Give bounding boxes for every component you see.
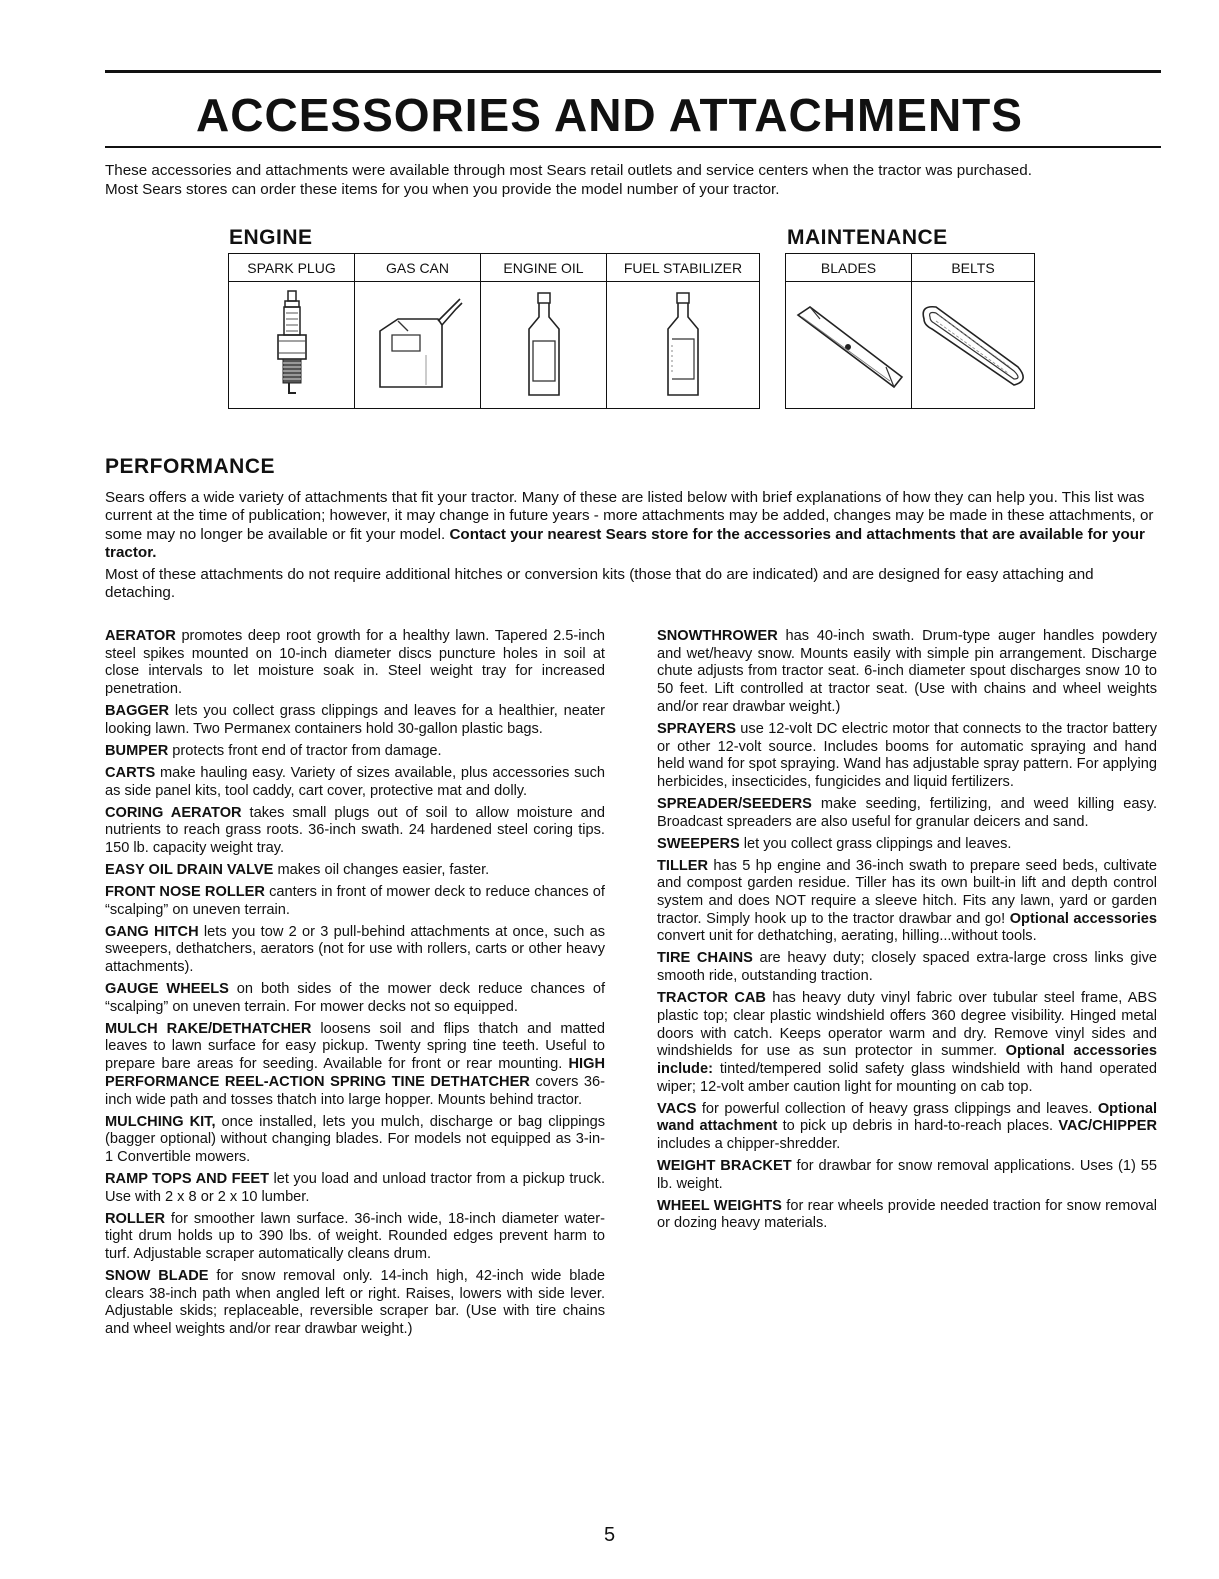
item-text: make seeding, fertilizing, and weed killing easy. Broadcast spreaders are also useful for granular deicers and sand.	[657, 795, 1157, 830]
spark-plug-cell	[229, 282, 355, 409]
performance-heading: PERFORMANCE	[105, 455, 276, 478]
performance-contact-note: Contact your nearest Sears store for the accessories and attachments that are available for your tractor.	[105, 525, 1145, 561]
item-text: has heavy duty vinyl fabric over tubular steel frame, ABS plastic top; clear plastic windshield offers 360 degree visibility. Hinged metal doors with catch. Keeps operator warm and dry. Remove vinyl sides and windshields for use as sun protector in summer.	[657, 990, 1158, 1060]
item-name-secondary: Optional accessories	[1009, 910, 1157, 927]
item-name: EASY OIL DRAIN VALVE	[105, 861, 274, 878]
attachment-snow-blade	[105, 1268, 605, 1339]
item-name-secondary: Optional wand attachment	[657, 1100, 1157, 1135]
attachment-bumper	[105, 743, 605, 761]
item-name: BAGGER	[105, 703, 170, 720]
mower-blade-icon	[790, 295, 908, 395]
engine-label-spark-plug: SPARK PLUG	[229, 254, 355, 282]
maintenance-heading: MAINTENANCE	[787, 226, 948, 249]
engine-label-fuel-stabilizer: FUEL STABILIZER	[607, 254, 760, 282]
attachment-snowthrower	[657, 628, 1157, 717]
attachment-gauge-wheels	[105, 981, 605, 1016]
intro-line-1: These accessories and attachments were available through most Sears retail outlets and service centers when the tractor was purchased.	[105, 162, 1032, 179]
engine-label-engine-oil: ENGINE OIL	[481, 254, 607, 282]
item-name: RAMP TOPS AND FEET	[105, 1170, 269, 1187]
item-text: for rear wheels provide needed traction for snow removal or dozing heavy materials.	[657, 1197, 1158, 1232]
engine-heading: ENGINE	[229, 226, 313, 249]
attachment-tire-chains	[657, 950, 1157, 985]
item-name: AERATOR	[105, 628, 176, 644]
engine-oil-cell	[481, 282, 607, 409]
attachment-weight-bracket	[657, 1158, 1157, 1193]
item-text: make hauling easy. Variety of sizes available, plus accessories such as side panel kits, tool caddy, cart cover, protective mat and dolly.	[105, 764, 605, 799]
attachment-front-nose-roller	[105, 884, 605, 919]
item-text: promotes deep root growth for a healthy lawn. Tapered 2.5-inch steel spikes mounted on 10-inch diameter discs puncture holes in soil at close intervals to let moisture soak in. Steel weight tray for increased penetration.	[105, 628, 605, 698]
engine-label-gas-can: GAS CAN	[355, 254, 481, 282]
item-name-secondary: Optional accessories include:	[657, 1043, 1157, 1077]
attachment-sprayers	[657, 721, 1157, 792]
item-text: use 12-volt DC electric motor that connects to the tractor battery or other 12-volt source. Includes booms for automatic spraying and hand held wand for spot spraying. Wand has adjustable spray pattern. For applying herbicides, insecticides, fungicides and liquid fertilizers.	[657, 720, 1157, 790]
spark-plug-icon	[272, 289, 312, 401]
item-name: SWEEPERS	[657, 835, 740, 852]
page-title: ACCESSORIES AND ATTACHMENTS	[196, 89, 1023, 141]
attachment-spreader-seeders	[657, 796, 1157, 831]
item-name: TRACTOR CAB	[657, 990, 766, 1007]
attachment-sweepers	[657, 836, 1157, 854]
item-text: has 40-inch swath. Drum-type auger handles powdery and wet/heavy snow. Mounts easily with simple pin arrangement. Discharge chute adjusts from tractor seat. 6-inch diameter spout discharges snow 10 to 50 feet. Lift controlled at tractor seat. (Use with chains and wheel weights and/or rear drawbar weight.)	[657, 628, 1157, 715]
item-text: for powerful collection of heavy grass clippings and leaves.	[696, 1100, 1093, 1117]
engine-table	[228, 253, 760, 409]
item-name: ROLLER	[105, 1210, 165, 1227]
attachment-ramp-tops-and-feet	[105, 1171, 605, 1206]
attachments-left-column	[105, 628, 605, 1343]
attachment-tractor-cab	[657, 990, 1157, 1096]
item-name: TILLER	[657, 857, 709, 874]
item-text: let you collect grass clippings and leaves.	[739, 835, 1012, 852]
item-name-secondary: HIGH PERFORMANCE REEL-ACTION SPRING TINE DETHATCHER	[105, 1056, 605, 1090]
item-text: are heavy duty; closely spaced extra-large cross links give smooth ride, outstanding traction.	[657, 950, 1157, 985]
fuel-stabilizer-cell	[607, 282, 760, 409]
item-text: on both sides of the mower deck reduce chances of “scalping” on uneven terrain. For mower decks not so equipped.	[105, 981, 605, 1015]
attachment-wheel-weights	[657, 1198, 1157, 1233]
item-text: for snow removal only. 14-inch high, 42-inch wide blade clears 38-inch path when angled left or right. Raises, lowers with side lever. Adjustable skids; replaceable, reversible scraper bar. (Use with tire chains and wheel weights and/or rear drawbar weight.)	[105, 1268, 605, 1338]
engine-oil-bottle-icon	[519, 289, 569, 401]
item-name: SPREADER/SEEDERS	[657, 795, 812, 812]
item-name: CORING AERATOR	[105, 804, 242, 821]
item-text: protects front end of tractor from damage.	[168, 742, 442, 759]
top-rule	[105, 70, 1161, 73]
attachment-easy-oil-drain-valve	[105, 862, 605, 880]
belts-cell	[912, 282, 1035, 409]
item-text: takes small plugs out of soil to allow moisture and nutrients to reach grass roots. 36-inch swath. 24 hardened steel coring tips. 150 lb. capacity weight tray.	[105, 804, 605, 856]
item-text-secondary: tinted/tempered solid safety glass windshield with hand operated wiper; 12-volt amber caution light for mounting on cab top.	[657, 1060, 1157, 1095]
item-text: lets you collect grass clippings and leaves for a healthier, neater looking lawn. Two Permanex containers hold 30-gallon plastic bags.	[105, 703, 605, 737]
item-name: FRONT NOSE ROLLER	[105, 883, 265, 900]
intro-line-2: Most Sears stores can order these items for you when you provide the model number of your tractor.	[105, 181, 780, 198]
attachment-coring-aerator	[105, 805, 605, 858]
attachment-aerator	[105, 628, 605, 699]
maintenance-label-blades: BLADES	[786, 254, 912, 282]
maintenance-table	[785, 253, 1035, 409]
attachment-gang-hitch	[105, 924, 605, 977]
fuel-stabilizer-bottle-icon	[658, 289, 708, 401]
attachment-carts	[105, 765, 605, 800]
item-name-tertiary: VAC/CHIPPER	[1058, 1118, 1157, 1135]
item-name: MULCHING KIT,	[105, 1113, 216, 1130]
page-number: 5	[603, 1524, 616, 1546]
attachment-roller	[105, 1211, 605, 1264]
attachment-vacs	[657, 1101, 1157, 1154]
belt-icon	[914, 295, 1032, 395]
maintenance-label-belts: BELTS	[912, 254, 1035, 282]
item-text-secondary: to pick up debris in hard-to-reach places.	[777, 1118, 1054, 1135]
attachment-mulch-rake-dethatcher	[105, 1021, 605, 1110]
item-text-secondary: covers 36-inch wide path and tosses thatch into large hopper. Mounts behind tractor.	[105, 1073, 605, 1108]
attachment-mulching-kit	[105, 1114, 605, 1167]
gas-can-cell	[355, 282, 481, 409]
item-name: TIRE CHAINS	[657, 950, 753, 967]
item-name: SNOW BLADE	[105, 1268, 209, 1285]
item-name: GANG HITCH	[105, 923, 199, 940]
item-text: let you load and unload tractor from a pickup truck. Use with 2 x 8 or 2 x 10 lumber.	[105, 1170, 605, 1205]
item-text: once installed, lets you mulch, discharge or bag clippings (bagger optional) without changing blades. For models not equipped as 3-in-1 Convertible mowers.	[105, 1113, 605, 1165]
item-text-secondary: convert unit for dethatching, aerating, hilling...without tools.	[657, 928, 1037, 945]
item-text: canters in front of mower deck to reduce chances of “scalping” on uneven terrain.	[105, 883, 605, 918]
title-underline	[105, 146, 1161, 148]
performance-intro-text: Sears offers a wide variety of attachments that fit your tractor. Many of these are listed below with brief explanations of how they can help you. This list was current at the time of publication; however, it may change in future years - more attachments may be added, changes may be made in these attachments, or some may no longer be available or fit your model.	[105, 489, 1154, 543]
item-name: BUMPER	[105, 742, 169, 759]
item-text: makes oil changes easier, faster.	[273, 861, 490, 878]
item-text: for smoother lawn surface. 36-inch wide, 18-inch diameter water-tight drum holds up to 390 lbs. of weight. Rounded edges prevent harm to turf. Adjustable scraper automatically cleans drum.	[105, 1210, 605, 1263]
item-text: has 5 hp engine and 36-inch swath to prepare seed beds, cultivate and compost garden residue. Tiller has its own built-in lift and depth control system and does NOT require a sleeve hitch. Fits any lawn, yard or garden tractor. Simply hook up to the tractor drawbar and go!	[657, 857, 1157, 927]
item-name: GAUGE WHEELS	[105, 981, 229, 998]
item-text-tertiary: includes a chipper-shredder.	[657, 1136, 841, 1153]
item-name: WHEEL WEIGHTS	[657, 1197, 782, 1214]
gas-can-icon	[368, 295, 468, 395]
item-name: WEIGHT BRACKET	[657, 1158, 792, 1175]
item-name: CARTS	[105, 764, 156, 781]
item-name: SPRAYERS	[657, 720, 736, 737]
performance-hitch-note: Most of these attachments do not require additional hitches or conversion kits (those that do are indicated) and are designed for easy attaching and detaching.	[105, 566, 1094, 602]
performance-intro	[105, 489, 1165, 562]
item-text: lets you tow 2 or 3 pull-behind attachments at once, such as sweepers, dethatchers, aerators (not for use with rollers, carts or other heavy attachments).	[105, 923, 605, 976]
item-name: MULCH RAKE/DETHATCHER	[105, 1020, 312, 1037]
attachments-right-column	[657, 628, 1157, 1237]
attachment-bagger	[105, 703, 605, 738]
attachment-tiller	[657, 858, 1157, 947]
item-name: SNOWTHROWER	[657, 628, 778, 644]
item-text: for drawbar for snow removal applications. Uses (1) 55 lb. weight.	[657, 1158, 1157, 1192]
blades-cell	[786, 282, 912, 409]
item-name: VACS	[657, 1100, 697, 1117]
item-text: loosens soil and flips thatch and matted leaves to lawn surface for easy pickup. Twenty spring tine teeth. Useful to prepare bare areas for seeding. Available for front or rear mounting.	[105, 1020, 605, 1073]
